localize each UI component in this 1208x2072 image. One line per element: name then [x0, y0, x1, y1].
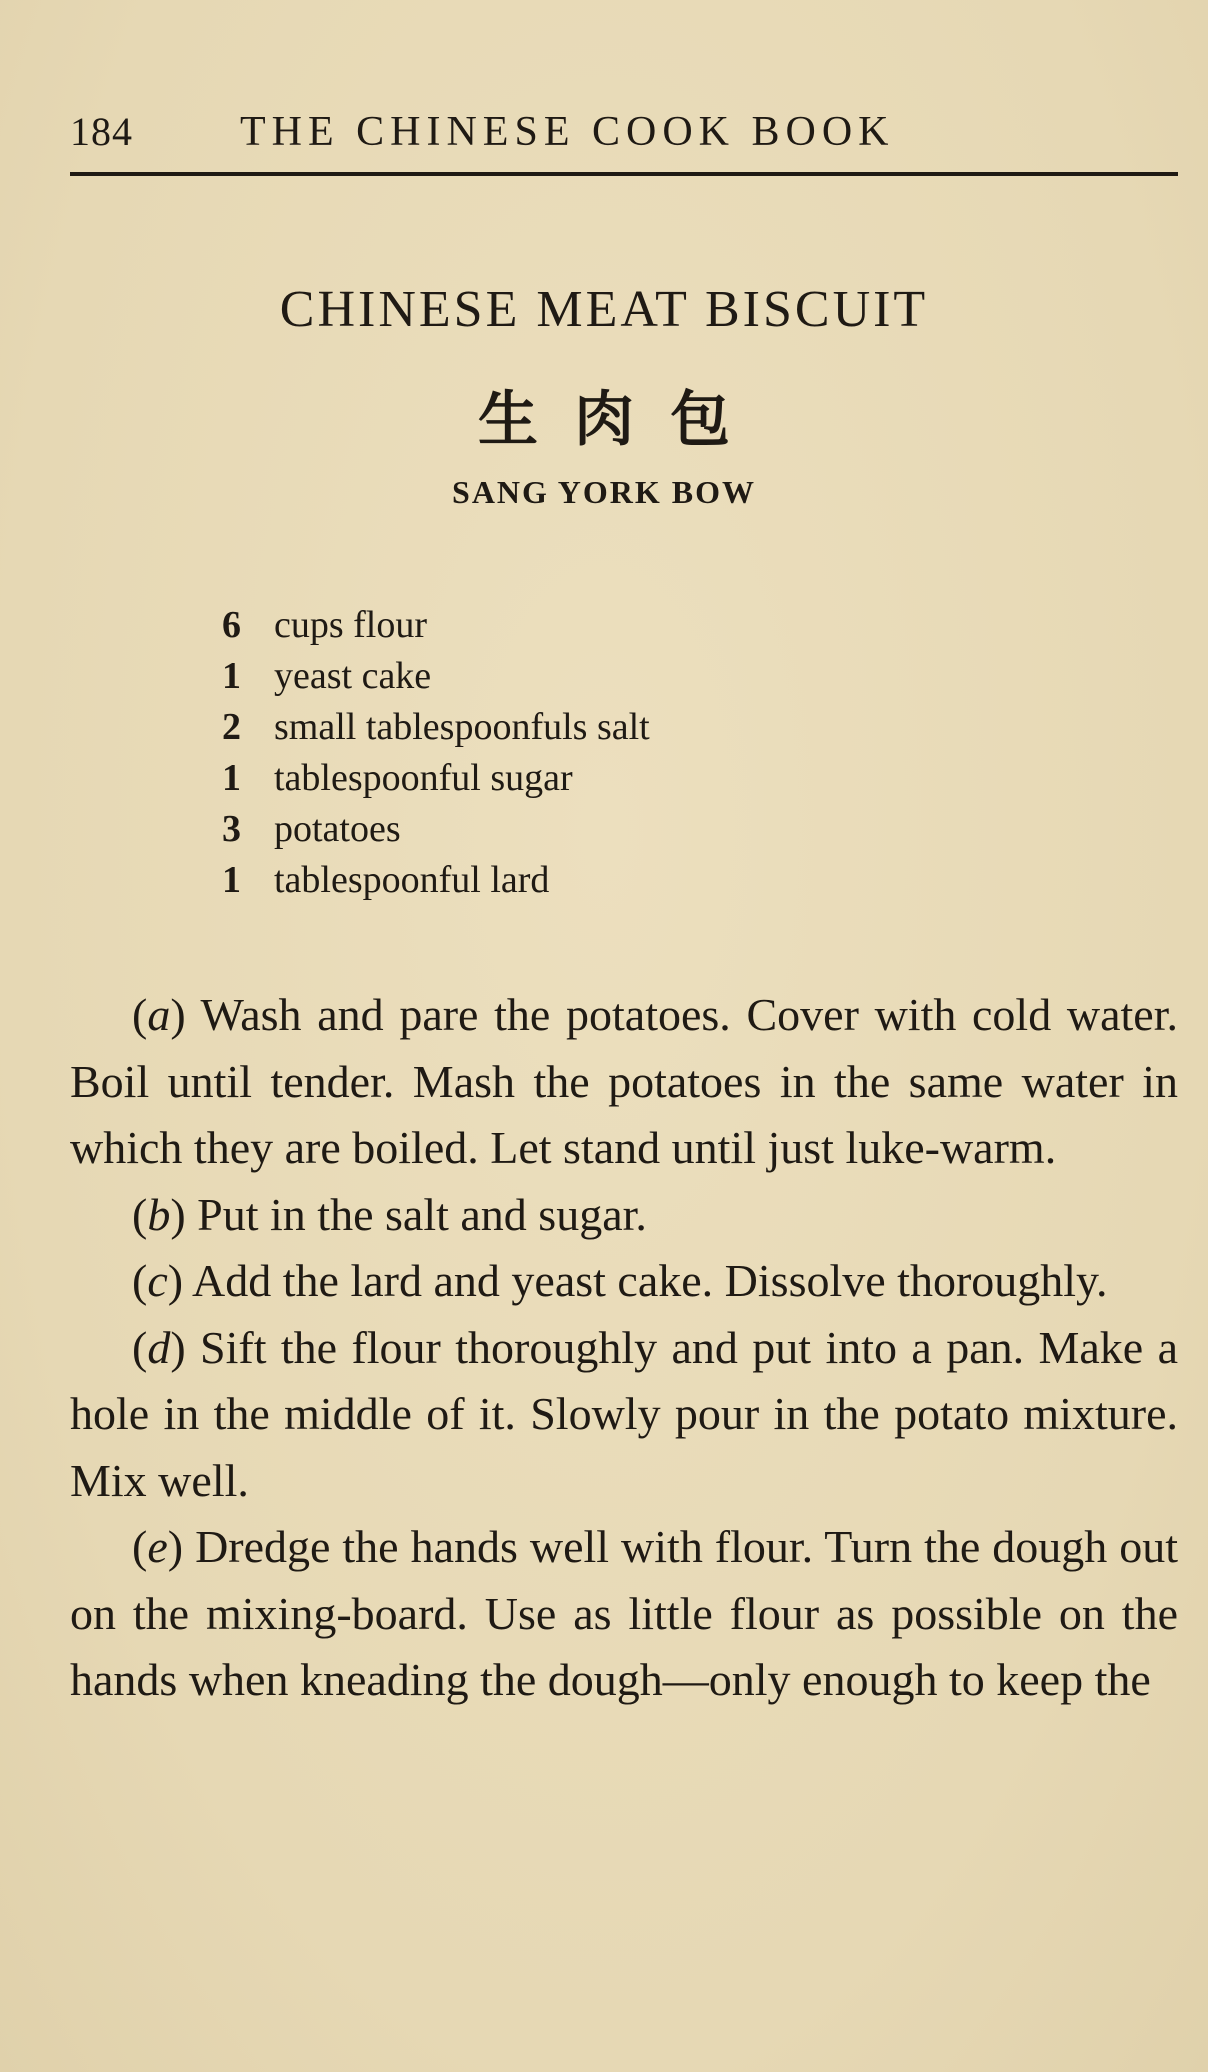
running-title: THE CHINESE COOK BOOK: [240, 109, 895, 155]
ingredient-name: tablespoonful lard: [274, 859, 550, 901]
instructions: [70, 982, 1178, 1714]
instruction-step: [70, 1182, 1178, 1249]
header-rule: [70, 172, 1178, 176]
step-label: (d): [132, 1321, 186, 1373]
chinese-title: 生肉包: [478, 385, 766, 455]
step-text: Add the lard and yeast cake. Dissolve thoroughly.: [192, 1255, 1108, 1306]
ingredient-name: potatoes: [274, 808, 401, 850]
step-label: (c): [132, 1255, 184, 1306]
recipe-title: CHINESE MEAT BISCUIT: [279, 281, 929, 338]
ingredient-quantity: 1: [222, 859, 241, 901]
ingredient-item: [222, 855, 650, 906]
ingredient-name: yeast cake: [274, 655, 432, 697]
step-label: (b): [132, 1188, 186, 1240]
step-text: Put in the salt and sugar.: [197, 1188, 647, 1240]
step-text: Wash and pare the potatoes. Cover with cold water. Boil until tender. Mash the potatoes in the same water in which they are boiled. Let stand until just luke-warm.: [70, 989, 1178, 1173]
ingredient-name: cups flour: [274, 604, 428, 646]
instruction-step: [70, 1315, 1178, 1515]
ingredient-name: tablespoonful sugar: [274, 757, 573, 799]
ingredient-item: [222, 651, 650, 702]
ingredient-quantity: 6: [222, 604, 241, 646]
ingredient-quantity: 1: [222, 655, 241, 697]
instruction-step: [70, 1248, 1178, 1315]
ingredient-name: small tablespoonfuls salt: [274, 706, 650, 748]
ingredient-item: [222, 702, 650, 753]
ingredient-quantity: 1: [222, 757, 241, 799]
step-text: Dredge the hands well with flour. Turn the dough out on the mixing-board. Use as little flour as possible on the hands when kneading the dough—only enough to keep the: [70, 1521, 1178, 1705]
ingredient-item: [222, 804, 650, 855]
ingredient-quantity: 2: [222, 706, 241, 748]
ingredient-list: [222, 600, 650, 906]
step-label: (a): [132, 989, 186, 1040]
ingredient-item: [222, 753, 650, 804]
running-head: [70, 108, 1178, 164]
page-number: 184: [70, 109, 133, 154]
romanized-title: SANG YORK BOW: [452, 474, 756, 510]
step-label: (e): [132, 1521, 184, 1572]
ingredient-quantity: 3: [222, 808, 241, 850]
step-text: Sift the flour thoroughly and put into a pan. Make a hole in the middle of it. Slowly pour in the potato mixture. Mix well.: [70, 1321, 1179, 1506]
instruction-step: [70, 1514, 1178, 1714]
ingredient-item: [222, 600, 650, 651]
instruction-step: [70, 982, 1178, 1182]
